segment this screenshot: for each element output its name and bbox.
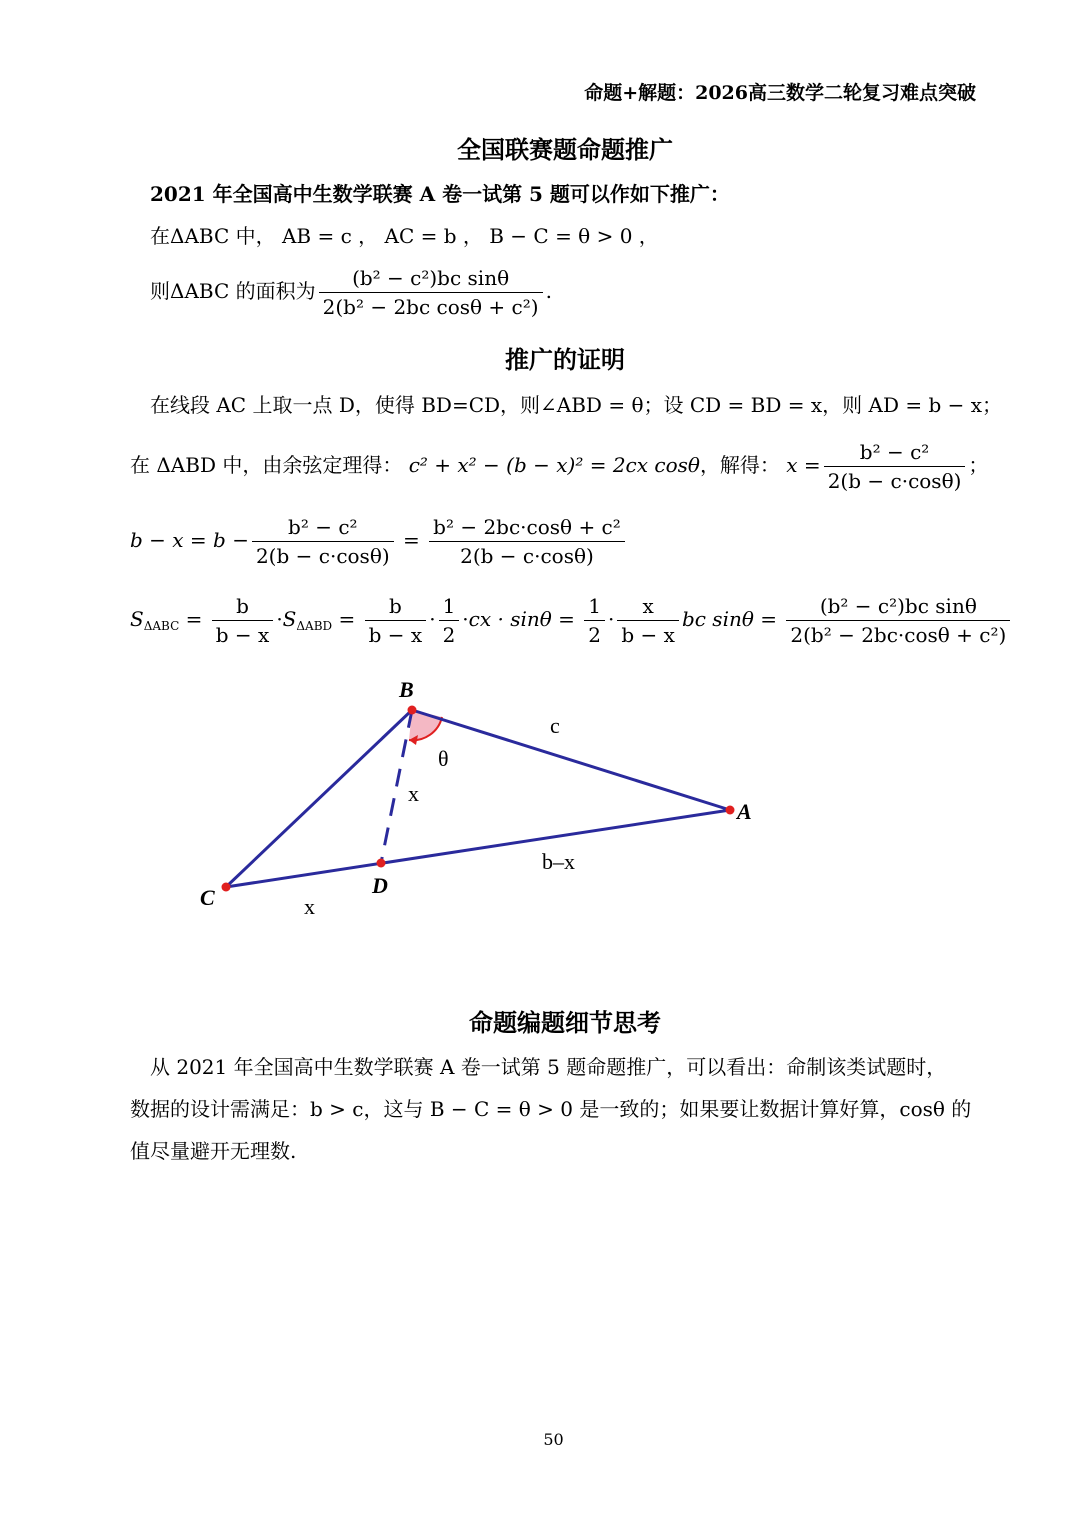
area-mid-2: bc sinθ [681,607,754,631]
proof-line-2-prefix: 在 ΔABD 中，由余弦定理得： [130,453,403,477]
section3-line-3: 值尽量避开无理数. [130,1139,297,1163]
point-d [377,859,386,868]
page-number: 50 [543,1430,564,1449]
eq-bx-frac2-num: b² − 2bc·cosθ + c² [429,513,625,542]
proof-title: 推广的证明 [505,345,625,374]
label-x-bd: x [408,781,419,806]
eq-bx-fraction-2 [429,513,625,570]
area-formula [319,264,543,321]
section3-line-1: 从 2021 年全国高中生数学联赛 A 卷一试第 5 题命题推广，可以看出：命制该类试题时， [150,1055,947,1079]
x-solution-lhs: x = [786,453,821,477]
s-abd-subscript: ΔABD [296,619,333,633]
section3-line-2: 数据的设计需满足：b > c，这与 B − C = θ > 0 是一致的；如果要让数据计算好算，cosθ 的 [130,1097,972,1121]
label-c: C [200,885,215,910]
s-abc: S [130,607,144,631]
intro-text: 2021 年全国高中生数学联赛 A 卷一试第 5 题可以作如下推广： [150,182,730,206]
problem-line-2: 则ΔABC 的面积为 $\frac{\text{(b² − c²)bc sinθ}}{\text{2(b² − 2bc cosθ + c²)}}$ . [150,266,552,319]
label-side-c: c [550,713,560,738]
area-frac-4-num: 1 [584,592,605,621]
eq-bx-frac1-den: 2(b − c·cosθ) [255,544,390,568]
eq-bx-frac2-den: 2(b − c·cosθ) [460,544,594,568]
label-a: A [737,799,752,824]
triangle-diagram [180,665,800,935]
eq-bx-lhs: b − x = b − [130,528,249,552]
area-frac-1-num: b [212,592,274,621]
area-frac-1 [212,592,274,649]
area-frac-5-den: b − x [621,623,675,647]
area-frac-3-den: 2 [442,623,456,647]
x-solution-numerator: b² − c² [824,438,966,467]
area-formula-denominator: 2(b² − 2bc cosθ + c²) [322,295,539,319]
proof-line-2-mid: ，解得： [699,453,780,477]
label-d: D [372,873,388,898]
s-abd: S [282,607,297,631]
label-b: B [399,677,414,702]
point-a [726,806,735,815]
s-abc-subscript: ΔABC [143,619,180,633]
area-formula-numerator: (b² − c²)bc sinθ [319,264,543,293]
point-c [222,883,231,892]
area-frac-3 [439,592,460,649]
area-frac-2-den: b − x [368,623,423,647]
problem-line-1: 在ΔABC 中， AB = c ， AC = b ， B − C = θ > 0 ， [150,224,659,248]
problem-line-2-prefix: 则ΔABC 的面积为 [150,279,316,303]
x-solution-fraction [824,438,966,495]
page-title: 全国联赛题命题推广 [457,135,673,164]
label-theta: θ [438,746,449,771]
point-b [408,706,417,715]
proof-line-2: 在 ΔABD 中，由余弦定理得： c² + x² − (b − x)² = 2cx cosθ，解得： x = $\frac{\text{b² − c²}}{2(b - c\cdot\cos\theta)}$ ； [130,440,989,493]
label-b-minus-x: b–x [542,849,575,874]
area-frac-1-den: b − x [215,623,270,647]
area-frac-3-num: 1 [439,592,460,621]
area-frac-2 [365,592,427,649]
equation-b-minus-x: b − x = b − $\frac{\text{b² − c²}}{2(b - c\cdot\cos\theta)}$ = $\frac{\text{b² − 2bc·cosθ + c²}}{2(b - c\cdot\cos\theta)}$ [130,513,628,570]
area-frac-5 [617,592,679,649]
area-frac-6 [786,592,1010,649]
area-frac-5-num: x [617,592,679,621]
proof-line-1: 在线段 AC 上取一点 D，使得 BD=CD，则∠ABD = θ；设 CD = BD = x，则 AD = b − x； [150,393,1003,417]
side-ca [226,810,730,887]
section3-title: 命题编题细节思考 [469,1008,661,1037]
side-ba [412,710,730,810]
eq-bx-fraction-1 [252,513,394,570]
equation-area: $S_{\Delta ABC}$ = $\frac{b}{b - x}$ $\cdot S_{\Delta ABD}$ = $\frac{b}{b - x}$ · $\frac{1}{2}$ ·cx · sinθ = $\frac{1}{2}$ · $\frac{x}{b - x}$ bc sinθ = $\frac{\text{(b² − c²)bc sinθ}}{\text{2(b² − 2bc·cosθ + c²)}}$ [130,592,1013,649]
area-frac-2-num: b [365,592,427,621]
x-solution-denominator: 2(b − c·cosθ) [827,469,962,493]
area-frac-4 [584,592,605,649]
area-frac-4-den: 2 [588,623,602,647]
label-x-cd: x [304,894,315,919]
cosine-law-equation: c² + x² − (b − x)² = 2cx cosθ [408,453,700,477]
page-header: 命题+解题：2026高三数学二轮复习难点突破 [584,82,976,104]
area-frac-6-num: (b² − c²)bc sinθ [786,592,1010,621]
eq-bx-frac1-num: b² − c² [252,513,394,542]
area-mid-1: cx · sinθ [468,607,552,631]
area-frac-6-den: 2(b² − 2bc·cosθ + c²) [790,623,1007,647]
